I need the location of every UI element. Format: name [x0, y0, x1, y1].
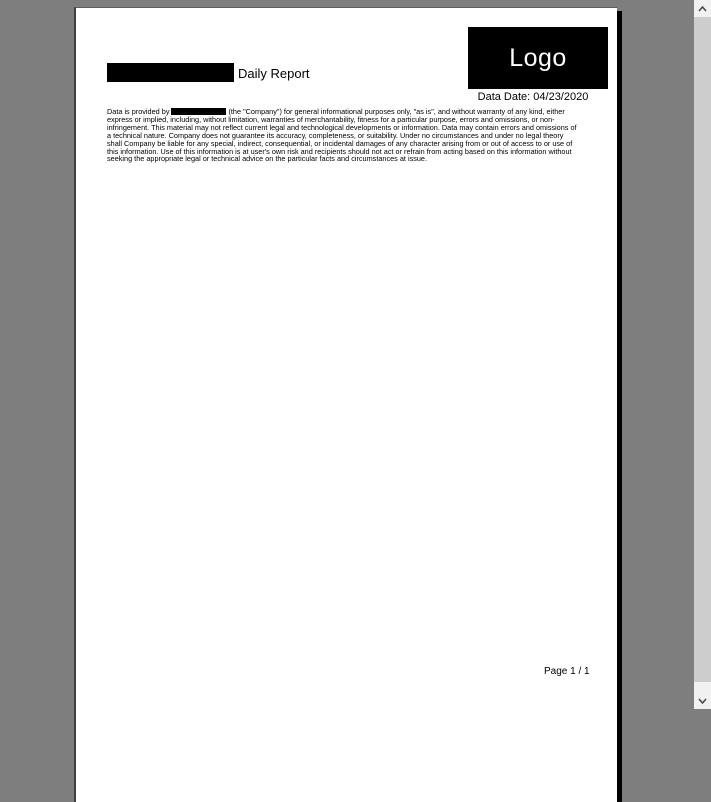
scroll-up-button[interactable]	[694, 0, 711, 17]
chevron-down-icon	[698, 698, 707, 704]
document-page	[74, 7, 617, 802]
data-date-label: Data Date: 04/23/2020	[477, 91, 589, 103]
chevron-up-icon	[698, 6, 707, 12]
redacted-company-name	[107, 63, 234, 82]
vertical-scrollbar[interactable]	[694, 0, 711, 709]
disclaimer-text-before: Data is provided by	[107, 107, 170, 116]
page-indicator: Page 1 / 1	[544, 666, 590, 677]
scroll-down-button[interactable]	[694, 692, 711, 709]
report-title-row	[107, 63, 310, 82]
disclaimer-paragraph	[107, 108, 580, 163]
logo-box	[468, 27, 608, 89]
scrollbar-thumb[interactable]	[694, 17, 711, 682]
logo-text: Logo	[509, 43, 567, 72]
report-title: Daily Report	[238, 66, 310, 81]
disclaimer-text-after: (the "Company") for general informational purposes only, "as is", and without warranty of any kind, either express or implied, including, without limitation, warranties of merchantability, fitness for a particular purpose, errors and omissions, or non-infringement. This material may not reflect current legal and technological developments or information. Data may contain errors and omissions of a technical nature. Company does not guarantee its accuracy, completeness, or suitability. Under no circumstances and under no legal theory shall Company be liable for any special, indirect, consequential, or incidental damages of any character arising from or out of access to or use of this information. Use of this information is at user's own risk and recipients should not act or refrain from acting based on this information without seeking the appropriate legal or technical advice on the particular facts and circumstances at issue.	[107, 107, 577, 164]
